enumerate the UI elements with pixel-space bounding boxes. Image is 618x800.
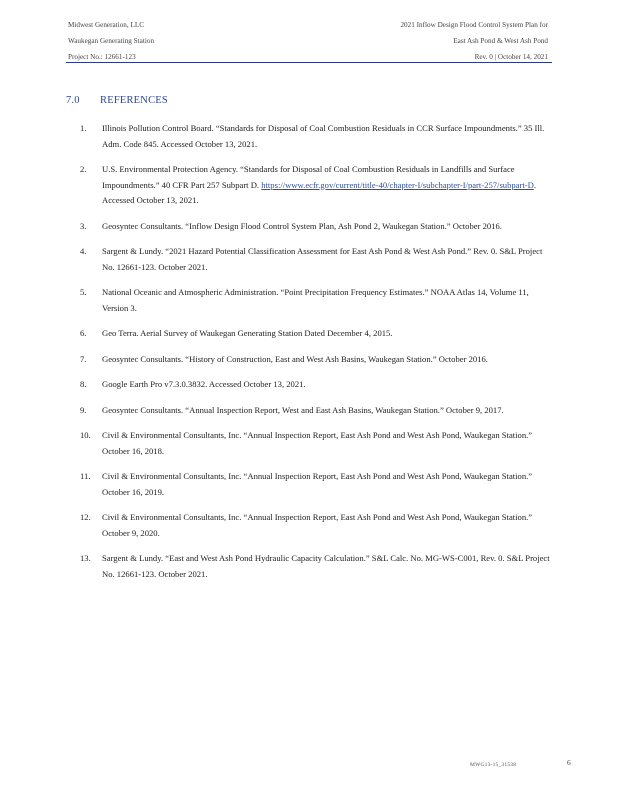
reference-number: 8. [80, 379, 87, 389]
header-left [68, 17, 154, 65]
reference-number: 6. [80, 328, 87, 338]
reference-text: U.S. Environmental Protection Agency. “Standards for Disposal of Coal Combustion Residuals in Landfills and Surface Impoundments.” 40 CFR Part 257 Subpart D. [102, 164, 515, 190]
reference-item [80, 551, 552, 582]
reference-number: 13. [80, 553, 91, 563]
header-revision-date: Rev. 0 | October 14, 2021 [474, 53, 548, 61]
reference-number: 2. [80, 164, 87, 174]
reference-item [80, 428, 552, 459]
reference-number: 4. [80, 246, 87, 256]
reference-item [80, 121, 552, 152]
reference-number: 12. [80, 512, 91, 522]
reference-item [80, 244, 552, 275]
header-divider [66, 62, 552, 63]
reference-number: 10. [80, 430, 91, 440]
reference-text-after-link: . Accessed October 13, 2021. [102, 179, 536, 205]
section-heading [66, 95, 168, 106]
reference-text: Sargent & Lundy. “East and West Ash Pond Hydraulic Capacity Calculation.” S&L Calc. No. MG-WS-C001, Rev. 0. S&L Project No. 12661-123. October 2021. [102, 553, 550, 579]
reference-text: Civil & Environmental Consultants, Inc. “Annual Inspection Report, East Ash Pond and West Ash Pond, Waukegan Station.” October 16, 2019. [102, 471, 533, 497]
section-number: 7.0 [66, 95, 80, 106]
reference-number: 3. [80, 220, 87, 231]
reference-text: Sargent & Lundy. “2021 Hazard Potential Classification Assessment for East Ash Pond & West Ash Pond.” Rev. 0. S&L Project No. 12661-123. October 2021. [102, 246, 543, 272]
reference-text: Geosyntec Consultants. “History of Construction, East and West Ash Basins, Waukegan Station.” October 2016. [102, 353, 488, 364]
header-right [400, 17, 548, 65]
reference-item [80, 377, 552, 393]
reference-item [80, 403, 552, 419]
reference-item [80, 469, 552, 500]
reference-number: 7. [80, 353, 87, 364]
header-document-subtitle: East Ash Pond & West Ash Pond [453, 37, 548, 45]
reference-text: Civil & Environmental Consultants, Inc. “Annual Inspection Report, East Ash Pond and West Ash Pond, Waukegan Station.” October 9, 2020. [102, 512, 533, 538]
reference-text: Illinois Pollution Control Board. “Standards for Disposal of Coal Combustion Residuals in CCR Surface Impoundments.” 35 Ill. Adm. Code 845. Accessed October 13, 2021. [102, 123, 545, 149]
reference-number: 1. [80, 123, 87, 133]
reference-number: 9. [80, 404, 87, 415]
reference-number: 11. [80, 471, 91, 481]
reference-item [80, 352, 552, 368]
reference-text: Google Earth Pro v7.3.0.3832. Accessed October 13, 2021. [102, 379, 306, 389]
ecfr-link[interactable]: https://www.ecfr.gov/current/title-40/chapter-I/subchapter-I/part-257/subpart-D [261, 179, 534, 190]
section-title: REFERENCES [100, 95, 168, 106]
reference-text: Civil & Environmental Consultants, Inc. “Annual Inspection Report, East Ash Pond and West Ash Pond, Waukegan Station.” October 16, 2018. [102, 430, 533, 456]
reference-item [80, 285, 552, 316]
header-company: Midwest Generation, LLC [68, 21, 145, 29]
reference-item [80, 510, 552, 541]
reference-text: Geo Terra. Aerial Survey of Waukegan Generating Station Dated December 4, 2015. [102, 328, 393, 338]
reference-number: 5. [80, 287, 87, 297]
reference-text: National Oceanic and Atmospheric Administration. “Point Precipitation Frequency Estimates.” NOAA Atlas 14, Volume 11, Version 3. [102, 287, 529, 313]
header-document-title: 2021 Inflow Design Flood Control System Plan for [400, 21, 548, 29]
reference-text: Geosyntec Consultants. “Inflow Design Flood Control System Plan, Ash Pond 2, Waukegan Station.” October 2016. [102, 220, 502, 231]
reference-item [80, 162, 552, 209]
reference-list [80, 121, 552, 592]
footer-document-code: MWG13-15_31538 [470, 762, 517, 768]
page-number: 6 [567, 758, 571, 767]
reference-item [80, 326, 552, 342]
header-project-number: Project No.: 12661-123 [68, 53, 136, 61]
reference-text: Geosyntec Consultants. “Annual Inspection Report, West and East Ash Basins, Waukegan Station.” October 9, 2017. [102, 404, 504, 415]
header-station: Waukegan Generating Station [68, 37, 155, 45]
reference-item [80, 219, 552, 235]
